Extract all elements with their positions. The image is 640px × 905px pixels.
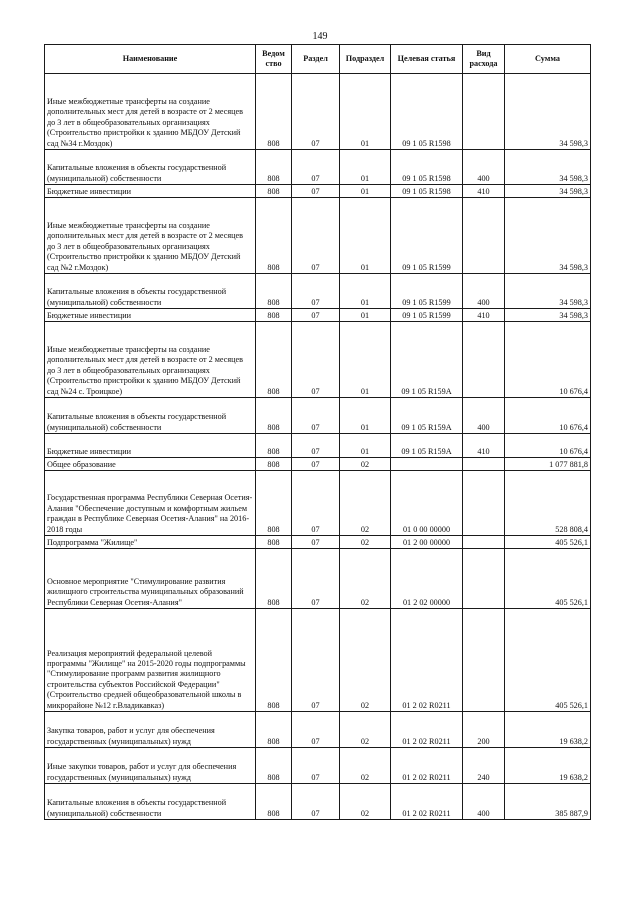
cell-name: Государственная программа Республики Северная Осетия-Алания "Обеспечение доступным и комфортным жильем граждан в Республике Северная Осетия-Алания" на 2016-2018 годы: [45, 471, 256, 536]
cell-target: 01 2 00 00000: [391, 536, 463, 549]
cell-section: 07: [292, 536, 340, 549]
cell-subsection: 01: [340, 322, 391, 398]
cell-name: Общее образование: [45, 458, 256, 471]
cell-subsection: 01: [340, 150, 391, 185]
header-target: Целевая статья: [391, 45, 463, 74]
cell-type: 240: [463, 748, 505, 784]
cell-section: 07: [292, 185, 340, 198]
budget-table: [44, 44, 591, 820]
cell-type: [463, 458, 505, 471]
cell-subsection: 02: [340, 458, 391, 471]
header-subsection: Подраздел: [340, 45, 391, 74]
cell-section: 07: [292, 434, 340, 458]
cell-section: 07: [292, 458, 340, 471]
cell-amount: 19 638,2: [505, 712, 591, 748]
cell-dept: 808: [256, 309, 292, 322]
cell-target: 01 2 02 R0211: [391, 784, 463, 820]
cell-name: Иные межбюджетные трансферты на создание дополнительных мест для детей в возрасте от 2 месяцев до 3 лет в общеобразовательных организациях (Строительство пристройки к зданию МБДОУ Детский сад №24 с. Троицкое): [45, 322, 256, 398]
cell-dept: 808: [256, 274, 292, 309]
cell-dept: 808: [256, 712, 292, 748]
table-row: [45, 434, 591, 458]
cell-target: 01 0 00 00000: [391, 471, 463, 536]
cell-type: [463, 74, 505, 150]
cell-name: Основное мероприятие "Стимулирование развития жилищного строительства муниципальных образований Республики Северная Осетия-Алания": [45, 549, 256, 609]
cell-name: Иные межбюджетные трансферты на создание дополнительных мест для детей в возрасте от 2 месяцев до 3 лет в общеобразовательных организациях (Строительство пристройки к зданию МБДОУ Детский сад №2 г.Моздок): [45, 198, 256, 274]
cell-type: [463, 549, 505, 609]
cell-target: 09 1 05 R1598: [391, 150, 463, 185]
table-row: [45, 150, 591, 185]
cell-amount: 34 598,3: [505, 185, 591, 198]
cell-amount: 34 598,3: [505, 74, 591, 150]
cell-type: 410: [463, 309, 505, 322]
header-amount: Сумма: [505, 45, 591, 74]
cell-subsection: 01: [340, 398, 391, 434]
cell-type: 410: [463, 185, 505, 198]
cell-section: 07: [292, 784, 340, 820]
cell-amount: 10 676,4: [505, 322, 591, 398]
header-section: Раздел: [292, 45, 340, 74]
cell-name: Бюджетные инвестиции: [45, 434, 256, 458]
cell-dept: 808: [256, 434, 292, 458]
cell-subsection: 01: [340, 185, 391, 198]
cell-name: Подпрограмма "Жилище": [45, 536, 256, 549]
cell-section: 07: [292, 322, 340, 398]
cell-type: [463, 198, 505, 274]
cell-target: 01 2 02 R0211: [391, 712, 463, 748]
cell-amount: 1 077 881,8: [505, 458, 591, 471]
cell-section: 07: [292, 748, 340, 784]
page-number: 149: [312, 31, 328, 42]
table-row: [45, 609, 591, 712]
cell-target: [391, 458, 463, 471]
cell-name: Бюджетные инвестиции: [45, 185, 256, 198]
cell-amount: 405 526,1: [505, 536, 591, 549]
cell-dept: 808: [256, 74, 292, 150]
cell-section: 07: [292, 398, 340, 434]
cell-type: [463, 536, 505, 549]
cell-type: [463, 609, 505, 712]
cell-dept: 808: [256, 185, 292, 198]
cell-target: 09 1 05 R1598: [391, 74, 463, 150]
cell-amount: 405 526,1: [505, 549, 591, 609]
table-row: [45, 712, 591, 748]
cell-subsection: 01: [340, 74, 391, 150]
cell-amount: 34 598,3: [505, 274, 591, 309]
table-row: [45, 549, 591, 609]
table-row: [45, 185, 591, 198]
cell-section: 07: [292, 274, 340, 309]
table-row: [45, 322, 591, 398]
cell-amount: 34 598,3: [505, 150, 591, 185]
cell-amount: 19 638,2: [505, 748, 591, 784]
cell-dept: 808: [256, 150, 292, 185]
cell-type: 400: [463, 784, 505, 820]
cell-dept: 808: [256, 398, 292, 434]
cell-dept: 808: [256, 784, 292, 820]
cell-type: 410: [463, 434, 505, 458]
cell-dept: 808: [256, 198, 292, 274]
cell-type: [463, 471, 505, 536]
cell-dept: 808: [256, 536, 292, 549]
cell-dept: 808: [256, 748, 292, 784]
cell-amount: 34 598,3: [505, 309, 591, 322]
cell-dept: 808: [256, 322, 292, 398]
cell-target: 09 1 05 R1599: [391, 274, 463, 309]
cell-subsection: 01: [340, 309, 391, 322]
table-row: [45, 74, 591, 150]
cell-section: 07: [292, 712, 340, 748]
cell-dept: 808: [256, 609, 292, 712]
cell-target: 01 2 02 00000: [391, 549, 463, 609]
cell-dept: 808: [256, 471, 292, 536]
cell-subsection: 01: [340, 434, 391, 458]
cell-section: 07: [292, 609, 340, 712]
cell-subsection: 02: [340, 748, 391, 784]
table-header-row: [45, 45, 591, 74]
cell-target: 09 1 05 R159A: [391, 434, 463, 458]
cell-type: 400: [463, 274, 505, 309]
cell-target: 01 2 02 R0211: [391, 609, 463, 712]
cell-name: Закупка товаров, работ и услуг для обеспечения государственных (муниципальных) нужд: [45, 712, 256, 748]
cell-name: Капитальные вложения в объекты государственной (муниципальной) собственности: [45, 784, 256, 820]
cell-section: 07: [292, 309, 340, 322]
cell-target: 09 1 05 R159A: [391, 398, 463, 434]
cell-subsection: 02: [340, 536, 391, 549]
cell-amount: 405 526,1: [505, 609, 591, 712]
cell-target: 09 1 05 R159A: [391, 322, 463, 398]
cell-section: 07: [292, 150, 340, 185]
cell-section: 07: [292, 471, 340, 536]
cell-amount: 34 598,3: [505, 198, 591, 274]
cell-dept: 808: [256, 549, 292, 609]
cell-name: Бюджетные инвестиции: [45, 309, 256, 322]
cell-type: [463, 322, 505, 398]
table-row: [45, 198, 591, 274]
cell-amount: 10 676,4: [505, 398, 591, 434]
cell-subsection: 02: [340, 471, 391, 536]
cell-type: 400: [463, 150, 505, 185]
cell-subsection: 02: [340, 784, 391, 820]
cell-amount: 10 676,4: [505, 434, 591, 458]
cell-subsection: 02: [340, 712, 391, 748]
cell-target: 09 1 05 R1599: [391, 309, 463, 322]
table-row: [45, 471, 591, 536]
cell-amount: 385 887,9: [505, 784, 591, 820]
cell-target: 09 1 05 R1599: [391, 198, 463, 274]
cell-dept: 808: [256, 458, 292, 471]
table-row: [45, 784, 591, 820]
cell-section: 07: [292, 549, 340, 609]
cell-subsection: 02: [340, 549, 391, 609]
cell-name: Капитальные вложения в объекты государственной (муниципальной) собственности: [45, 274, 256, 309]
cell-name: Иные межбюджетные трансферты на создание дополнительных мест для детей в возрасте от 2 месяцев до 3 лет в общеобразовательных организациях (Строительство пристройки к зданию МБДОУ Детский сад №34 г.Моздок): [45, 74, 256, 150]
header-type: Вид расхода: [463, 45, 505, 74]
cell-name: Иные закупки товаров, работ и услуг для обеспечения государственных (муниципальных) нужд: [45, 748, 256, 784]
cell-subsection: 01: [340, 274, 391, 309]
cell-section: 07: [292, 74, 340, 150]
cell-subsection: 01: [340, 198, 391, 274]
header-dept: Ведом ство: [256, 45, 292, 74]
cell-amount: 528 808,4: [505, 471, 591, 536]
cell-name: Капитальные вложения в объекты государственной (муниципальной) собственности: [45, 398, 256, 434]
table-row: [45, 309, 591, 322]
cell-subsection: 02: [340, 609, 391, 712]
table-row: [45, 274, 591, 309]
cell-type: 400: [463, 398, 505, 434]
table-row: [45, 748, 591, 784]
cell-section: 07: [292, 198, 340, 274]
table-row: [45, 398, 591, 434]
header-name: Наименование: [45, 45, 256, 74]
cell-target: 09 1 05 R1598: [391, 185, 463, 198]
table-row: [45, 458, 591, 471]
cell-name: Реализация мероприятий федеральной целевой программы "Жилище" на 2015-2020 годы подпрограммы "Стимулирование программ развития жилищного строительства субъектов Российской Федерации" (Строительство средней общеобразовательной школы в микрорайоне №12 г.Владикавказ): [45, 609, 256, 712]
table-row: [45, 536, 591, 549]
cell-target: 01 2 02 R0211: [391, 748, 463, 784]
cell-name: Капитальные вложения в объекты государственной (муниципальной) собственности: [45, 150, 256, 185]
cell-type: 200: [463, 712, 505, 748]
